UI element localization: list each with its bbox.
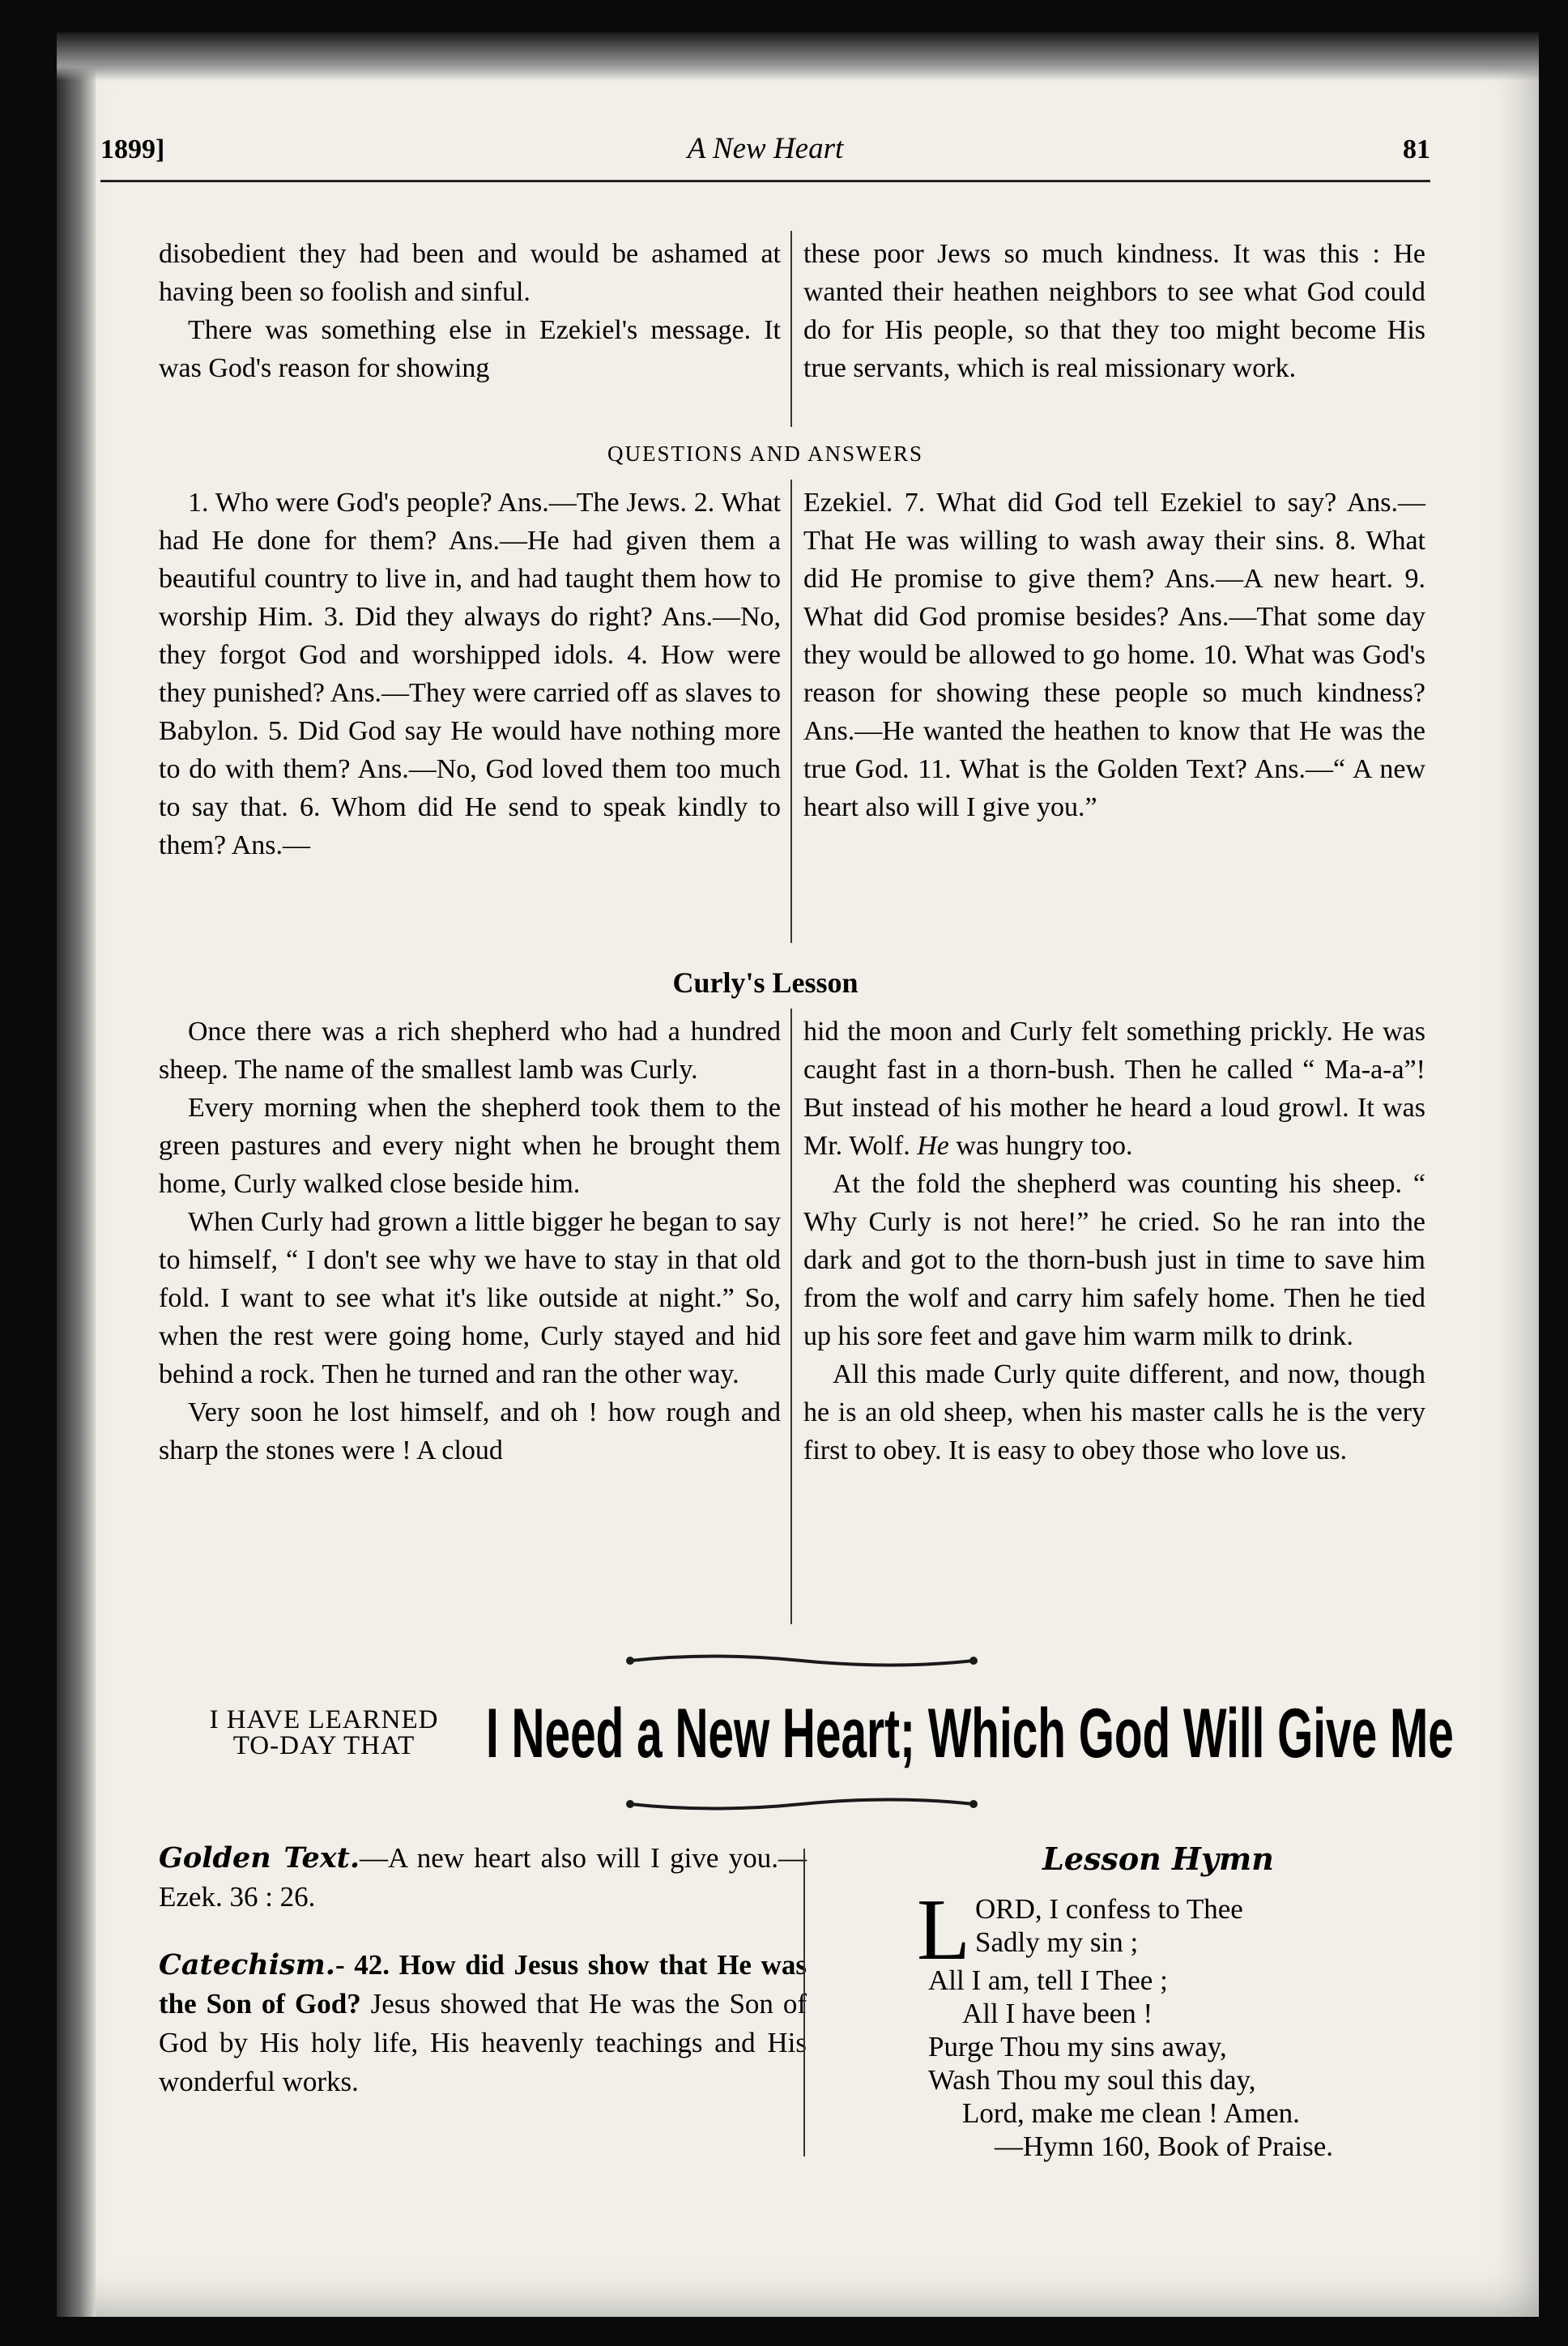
intro-left-column: [159, 235, 781, 387]
lesson-statement: I Need a New Heart; Which God Will Give Me: [486, 1695, 1454, 1772]
paragraph: When Curly had grown a little bigger he began to say to himself, “ I don't see why we have to stay in that old fold. I want to see what it's like outside at night.” So, when the rest were going home, Curly stayed and hid behind a rock. Then he turned and ran the other way.: [159, 1207, 781, 1389]
hymn-line: All I have been !: [962, 1998, 1153, 2029]
qa-right-column: [803, 484, 1425, 826]
year-label: 1899]: [100, 134, 165, 164]
qa-left-column: [159, 484, 781, 864]
story-text: hid the moon and Curly felt something prickly. He was caught fast in a thorn-bush. Then he called “ Ma-a-a”! But instead of his mother he heard a loud growl. It was Mr. Wolf.: [803, 1017, 1425, 1161]
hymn-line: Purge Thou my sins away,: [928, 2031, 1227, 2062]
column-divider: [790, 231, 792, 427]
drop-cap: L: [917, 1882, 970, 1978]
story-left-column: [159, 1013, 781, 1469]
hymn-line: Sadly my sin ;: [974, 1926, 1139, 1958]
story-right-column: [803, 1013, 1425, 1469]
hymn-credit: —Hymn 160, Book of Praise.: [995, 2131, 1334, 2162]
catechism-question: - 42. How did Jesus show that He was the Son of God?: [159, 1949, 807, 2020]
catechism-label: Catechism.: [159, 1948, 335, 1981]
hymn-line: ORD, I confess to Thee: [974, 1893, 1243, 1925]
hymn-line: All I am, tell I Thee ;: [928, 1964, 1168, 1996]
hymn-title: Lesson Hymn: [1042, 1841, 1274, 1877]
paragraph: Once there was a rich shepherd who had a hundred sheep. The name of the smallest lamb was Curly.: [159, 1017, 781, 1085]
hymn: [917, 1882, 1435, 2163]
golden-text-column: [159, 1839, 807, 2131]
page-top-shadow: [57, 32, 1539, 81]
column-divider: [803, 1849, 805, 2156]
hymn-line: Wash Thou my soul this day,: [928, 2064, 1256, 2096]
paragraph: [803, 1013, 1425, 1165]
column-divider: [790, 480, 792, 943]
paragraph: At the fold the shepherd was counting his sheep. “ Why Curly is not here!” he cried. So he ran into the dark and got to the thorn-bush just in time to save him from the wolf and carry him safely home. Then he tied up his sore feet and gave him warm milk to drink.: [803, 1169, 1425, 1351]
hymn-line: Lord, make me clean ! Amen.: [962, 2097, 1300, 2129]
ornamental-rule: [624, 1649, 980, 1673]
paragraph: All this made Curly quite different, and now, though he is an old sheep, when his master calls he is the very first to obey. It is easy to obey those who love us.: [803, 1359, 1425, 1465]
running-head: [100, 130, 1430, 178]
ornamental-rule: [624, 1792, 980, 1816]
paragraph: Every morning when the shepherd took them to the green pastures and every night when he brought them home, Curly walked close beside him.: [159, 1093, 781, 1199]
catechism: [159, 1946, 807, 2101]
page-title: A New Heart: [687, 132, 844, 165]
golden-text: [159, 1839, 807, 1917]
page-number: 81: [1403, 134, 1430, 164]
catechism-answer: Jesus showed that He was the Son of God by His holy life, His heavenly teachings and His wonderful works.: [159, 1988, 807, 2097]
qa-text: 1. Who were God's people? Ans.—The Jews. 2. What had He done for them? Ans.—He had given them a beautiful country to live in, and had taught them how to worship Him. 3. Did they always do right? Ans.—No, they forgot God and worshipped idols. 4. How were they punished? Ans.—They were carried off as slaves to Babylon. 5. Did God say He would have nothing more to do with them? Ans.—No, God loved them too much to say that. 6. Whom did He send to speak kindly to them? Ans.—: [159, 488, 781, 860]
learned-label-line: TO-DAY THAT: [232, 1731, 415, 1760]
page-binding-shadow: [57, 32, 96, 2317]
story-text: was hungry too.: [956, 1131, 1133, 1161]
learned-label: [170, 1707, 478, 1759]
golden-text-label: Golden Text.: [159, 1841, 360, 1875]
paragraph: these poor Jews so much kindness. It was this : He wanted their heathen neighbors to see what God could do for His people, so that they too might become His true servants, which is real missionary work.: [803, 239, 1425, 383]
golden-text-body: —A new heart also will I give you.—Ezek. 36 : 26.: [159, 1842, 807, 1913]
column-divider: [790, 1009, 792, 1624]
emphasis: He: [917, 1131, 949, 1161]
paragraph: There was something else in Ezekiel's message. It was God's reason for showing: [159, 315, 781, 383]
paragraph: disobedient they had been and would be ashamed at having been so foolish and sinful.: [159, 239, 781, 307]
qa-heading: QUESTIONS AND ANSWERS: [607, 441, 924, 466]
learned-label-line: I HAVE LEARNED: [209, 1705, 439, 1734]
story-heading: Curly's Lesson: [672, 966, 859, 999]
paragraph: Very soon he lost himself, and oh ! how rough and sharp the stones were ! A cloud: [159, 1397, 781, 1465]
header-rule: [100, 180, 1430, 182]
intro-right-column: [803, 235, 1425, 387]
qa-text: Ezekiel. 7. What did God tell Ezekiel to say? Ans.—That He was willing to wash away their sins. 8. What did He promise to give them? Ans.—A new heart. 9. What did God promise besides? Ans.—That some day they would be allowed to go home. 10. What was God's reason for showing these people so much kindness? Ans.—He wanted the heathen to know that He was the true God. 11. What is the Golden Text? Ans.—“ A new heart also will I give you.”: [803, 488, 1425, 822]
